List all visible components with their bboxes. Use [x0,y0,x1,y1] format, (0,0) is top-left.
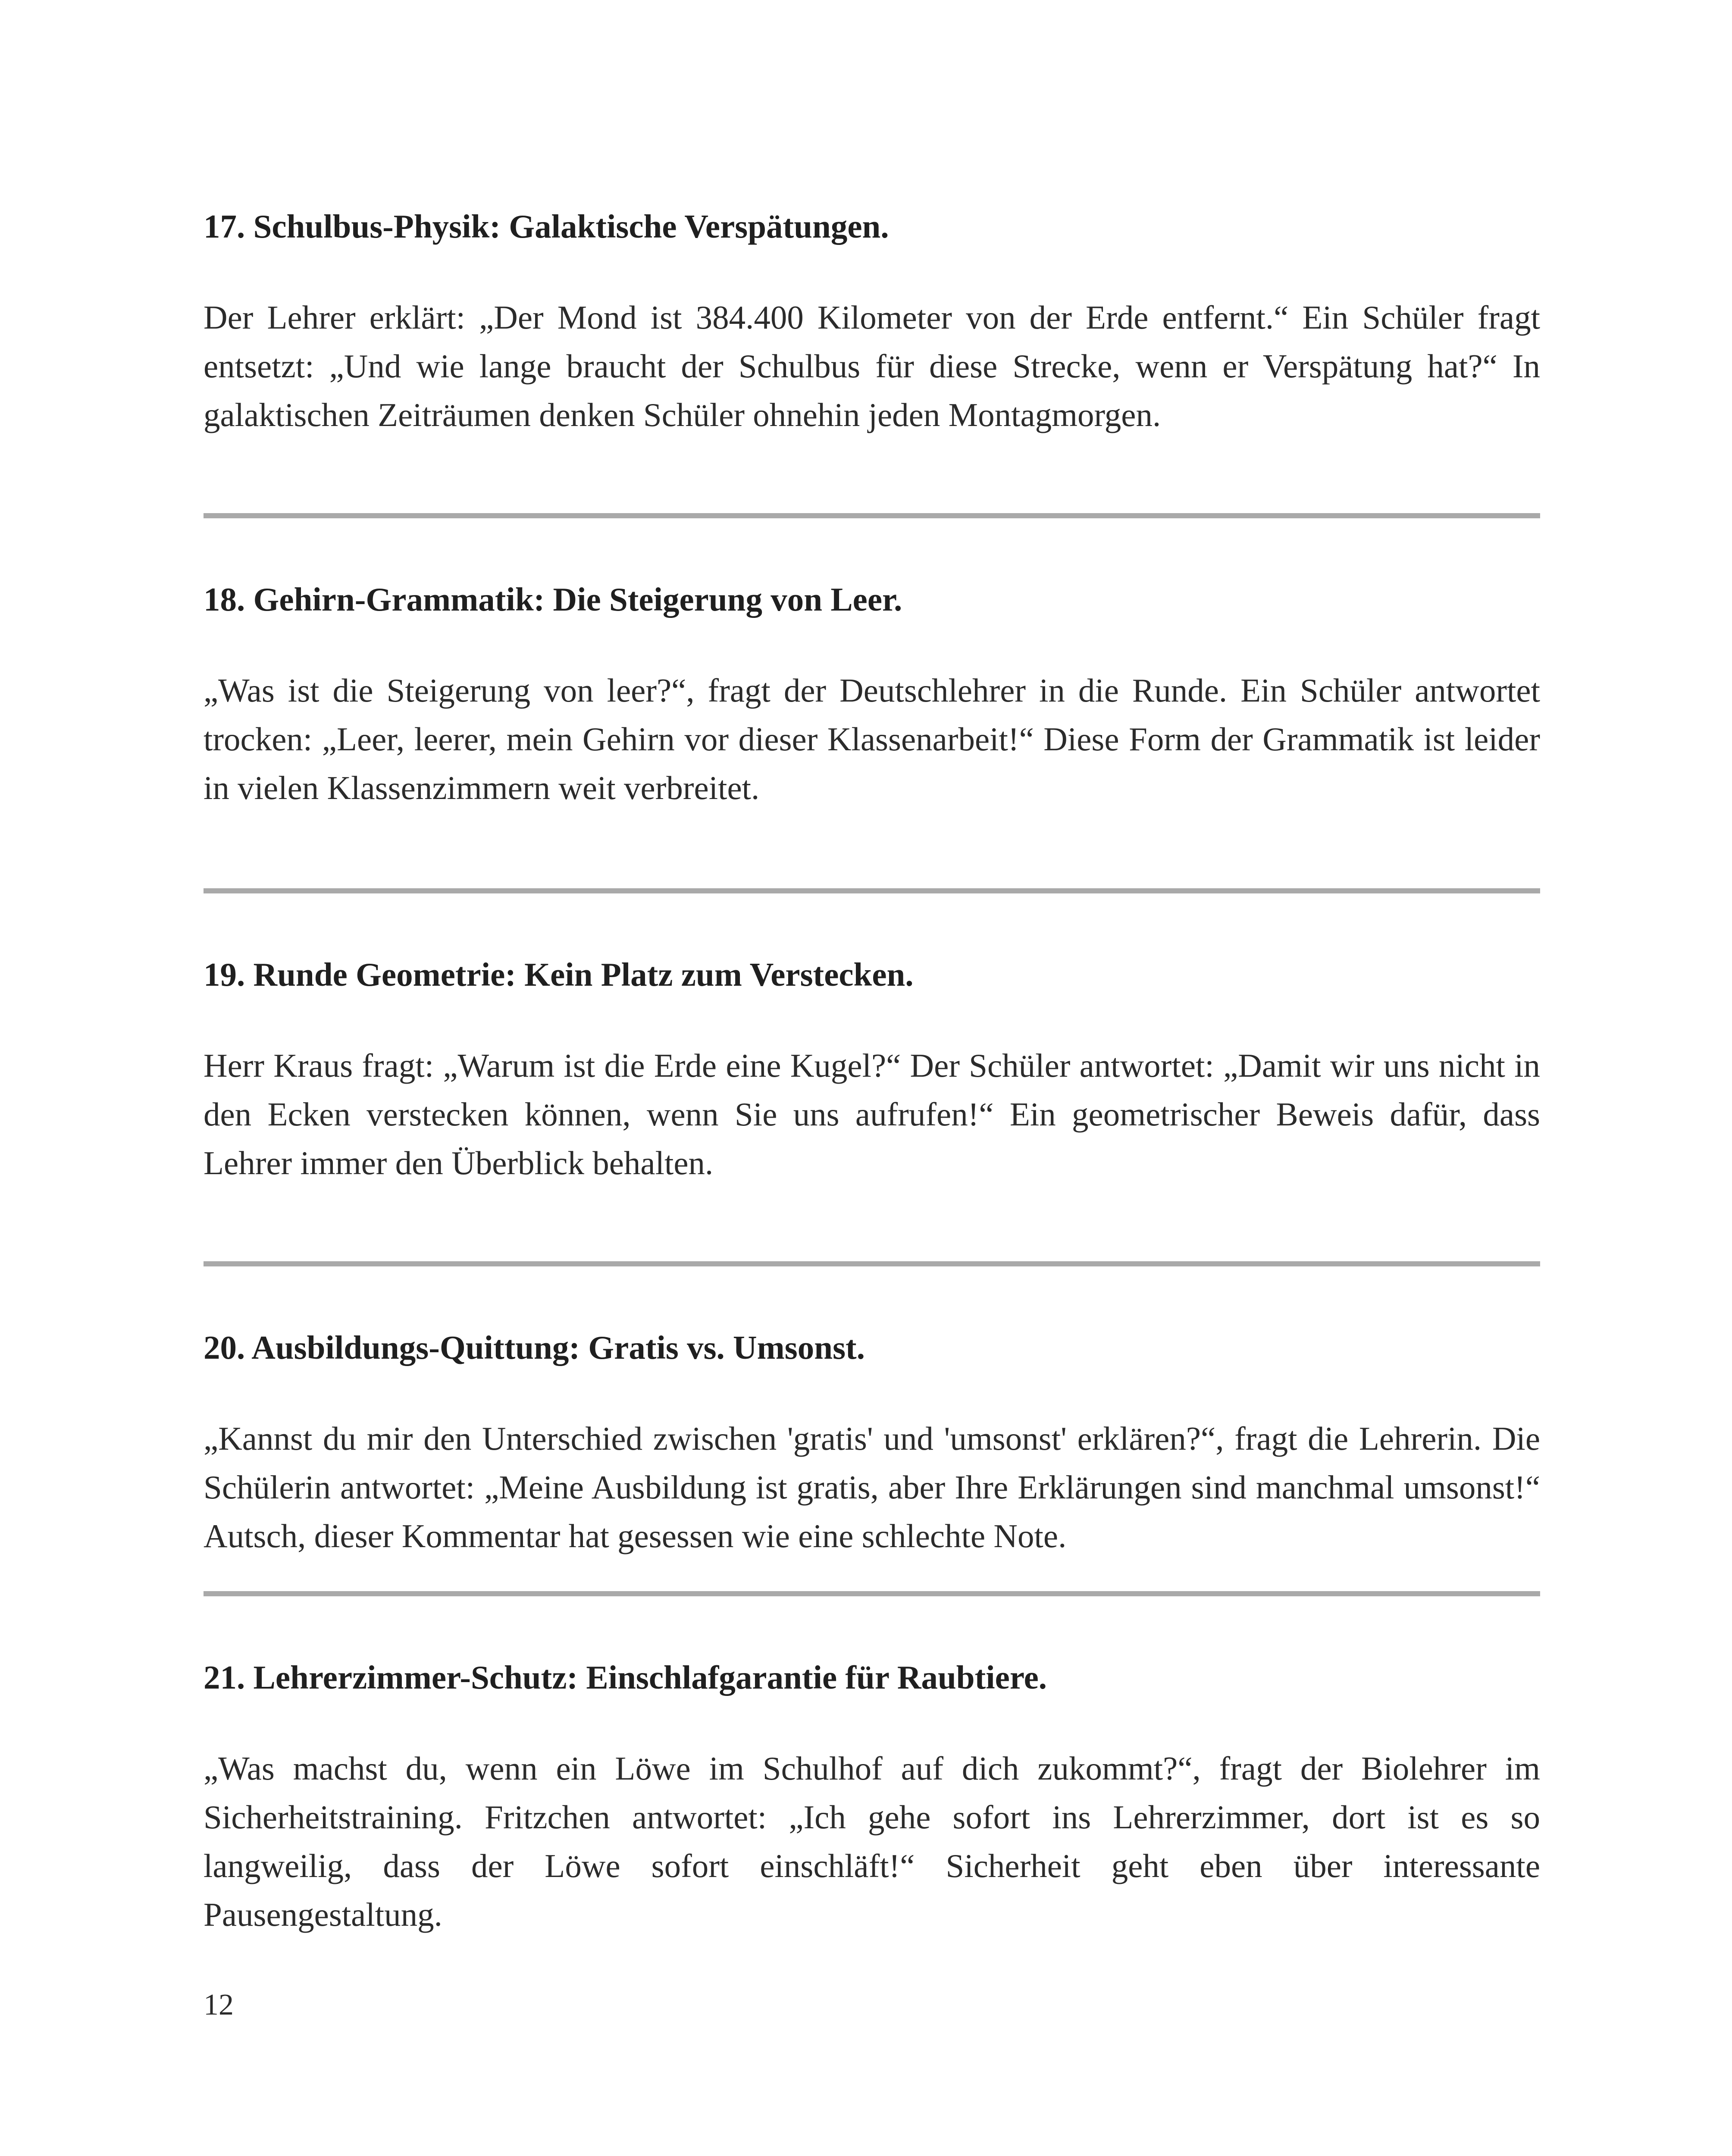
section-body: „Kannst du mir den Unterschied zwischen 'gratis' und 'umsonst' erklären?“, fragt die Lehrerin. Die Schülerin antwortet: „Meine Ausbildung ist gratis, aber Ihre Erklärungen sind manchmal umsonst!“ Autsch, dieser Kommentar hat gesessen wie eine schlechte Note. [204,1420,1540,1554]
section-divider [204,1261,1540,1266]
section-body: „Was machst du, wenn ein Löwe im Schulhof auf dich zukommt?“, fragt der Biolehrer im Sicherheitstraining. Fritzchen antwortet: „Ich gehe sofort ins Lehrerzimmer, dort ist es so langweilig, dass der Löwe sofort einschläft!“ Sicherheit geht eben über interessante Pausengestaltung. [204,1750,1540,1933]
section-heading: 18. Gehirn-Grammatik: Die Steigerung von Leer. [204,581,902,618]
section-heading: 21. Lehrerzimmer-Schutz: Einschlafgarantie für Raubtiere. [204,1659,1047,1696]
page-number: 12 [204,1988,234,2021]
section-heading: 17. Schulbus-Physik: Galaktische Verspätungen. [204,208,889,245]
section-heading: 19. Runde Geometrie: Kein Platz zum Verstecken. [204,956,914,993]
section-heading: 20. Ausbildungs-Quittung: Gratis vs. Umsonst. [204,1329,865,1366]
section-body: „Was ist die Steigerung von leer?“, fragt der Deutschlehrer in die Runde. Ein Schüler antwortet trocken: „Leer, leerer, mein Gehirn vor dieser Klassenarbeit!“ Diese Form der Grammatik ist leider in vielen Klassenzimmern weit verbreitet. [204,672,1540,806]
section-body: Der Lehrer erklärt: „Der Mond ist 384.400 Kilometer von der Erde entfernt.“ Ein Schüler fragt entsetzt: „Und wie lange braucht der Schulbus für diese Strecke, wenn er Verspätung hat?“ In galaktischen Zeiträumen denken Schüler ohnehin jeden Montagmorgen. [204,299,1540,433]
section-divider [204,1591,1540,1596]
section-divider [204,513,1540,518]
section-body: Herr Kraus fragt: „Warum ist die Erde eine Kugel?“ Der Schüler antwortet: „Damit wir uns nicht in den Ecken verstecken können, wenn Sie uns aufrufen!“ Ein geometrischer Beweis dafür, dass Lehrer immer den Überblick behalten. [204,1047,1540,1181]
section-divider [204,888,1540,893]
